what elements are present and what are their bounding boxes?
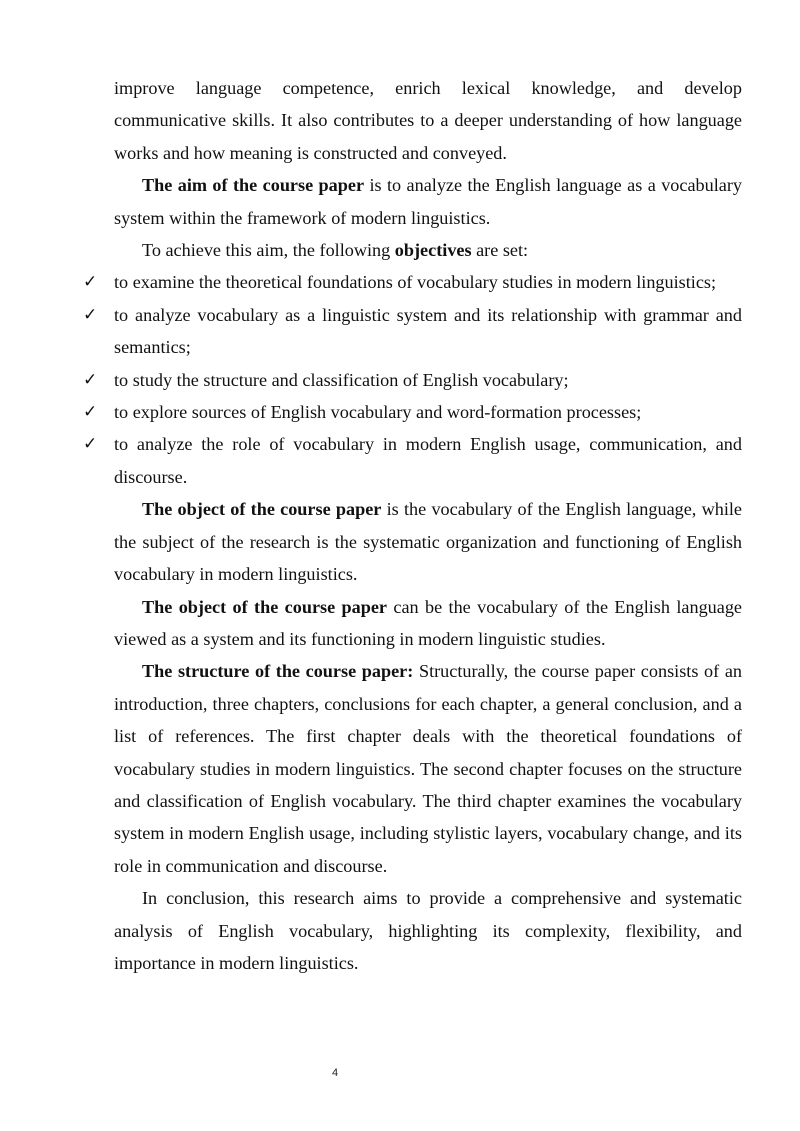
object-label-1: The object of the course paper — [142, 499, 382, 520]
object-paragraph-1 — [114, 493, 742, 590]
objectives-list — [83, 266, 742, 493]
aim-label: The aim of the course paper — [142, 175, 365, 196]
objective-text: to study the structure and classification of English vocabulary; — [114, 369, 569, 390]
objectives-intro-after: are set: — [471, 240, 529, 261]
objectives-intro-before: To achieve this aim, the following — [142, 240, 395, 261]
checkmark-icon: ✓ — [83, 304, 98, 325]
objectives-intro-paragraph — [114, 234, 742, 266]
objective-item — [83, 266, 742, 298]
checkmark-icon: ✓ — [83, 369, 98, 390]
aim-paragraph — [114, 169, 742, 234]
checkmark-icon: ✓ — [83, 434, 98, 455]
objective-item — [83, 396, 742, 428]
structure-paragraph — [114, 655, 742, 882]
object-text-2: can be the vocabulary of the English language viewed as a system and its functioning in modern linguistic studies. — [114, 596, 742, 649]
objective-text: to analyze vocabulary as a linguistic system and its relationship with grammar and semantics; — [114, 304, 742, 358]
objective-item — [83, 428, 742, 493]
objective-item — [83, 364, 742, 396]
objective-item — [83, 299, 742, 364]
checkmark-icon: ✓ — [83, 272, 98, 293]
aim-text: is to analyze the English language as a vocabulary system within the framework of modern linguistics. — [114, 175, 742, 228]
object-text-1: is the vocabulary of the English language, while the subject of the research is the systematic organization and functioning of English vocabulary in modern linguistics. — [114, 499, 742, 585]
object-label-2: The object of the course paper — [142, 596, 388, 617]
checkmark-icon: ✓ — [83, 402, 98, 423]
page-number: 4 — [331, 1067, 339, 1079]
object-paragraph-2 — [114, 591, 742, 656]
structure-text: Structurally, the course paper consists of an introduction, three chapters, conclusions for each chapter, a general conclusion, and a list of references. The first chapter deals with the theoretical foundations of vocabulary studies in modern linguistics. The second chapter focuses on the structure and classification of English vocabulary. The third chapter examines the vocabulary system in modern English usage, including stylistic layers, vocabulary change, and its role in communication and discourse. — [114, 661, 742, 876]
objective-text: to examine the theoretical foundations of vocabulary studies in modern linguistics; — [114, 272, 717, 293]
objectives-keyword: objectives — [394, 240, 472, 261]
conclusion-paragraph: In conclusion, this research aims to provide a comprehensive and systematic analysis of English vocabulary, highlighting its complexity, flexibility, and importance in modern linguistics. — [114, 888, 742, 973]
intro-paragraph: improve language competence, enrich lexical knowledge, and develop communicative skills. It also contributes to a deeper understanding of how language works and how meaning is constructed and conveyed. — [114, 78, 742, 163]
objective-text: to explore sources of English vocabulary and word-formation processes; — [114, 402, 642, 423]
objective-text: to analyze the role of vocabulary in modern English usage, communication, and discourse. — [114, 434, 742, 487]
page-content — [83, 72, 742, 979]
structure-label: The structure of the course paper: — [142, 661, 414, 682]
